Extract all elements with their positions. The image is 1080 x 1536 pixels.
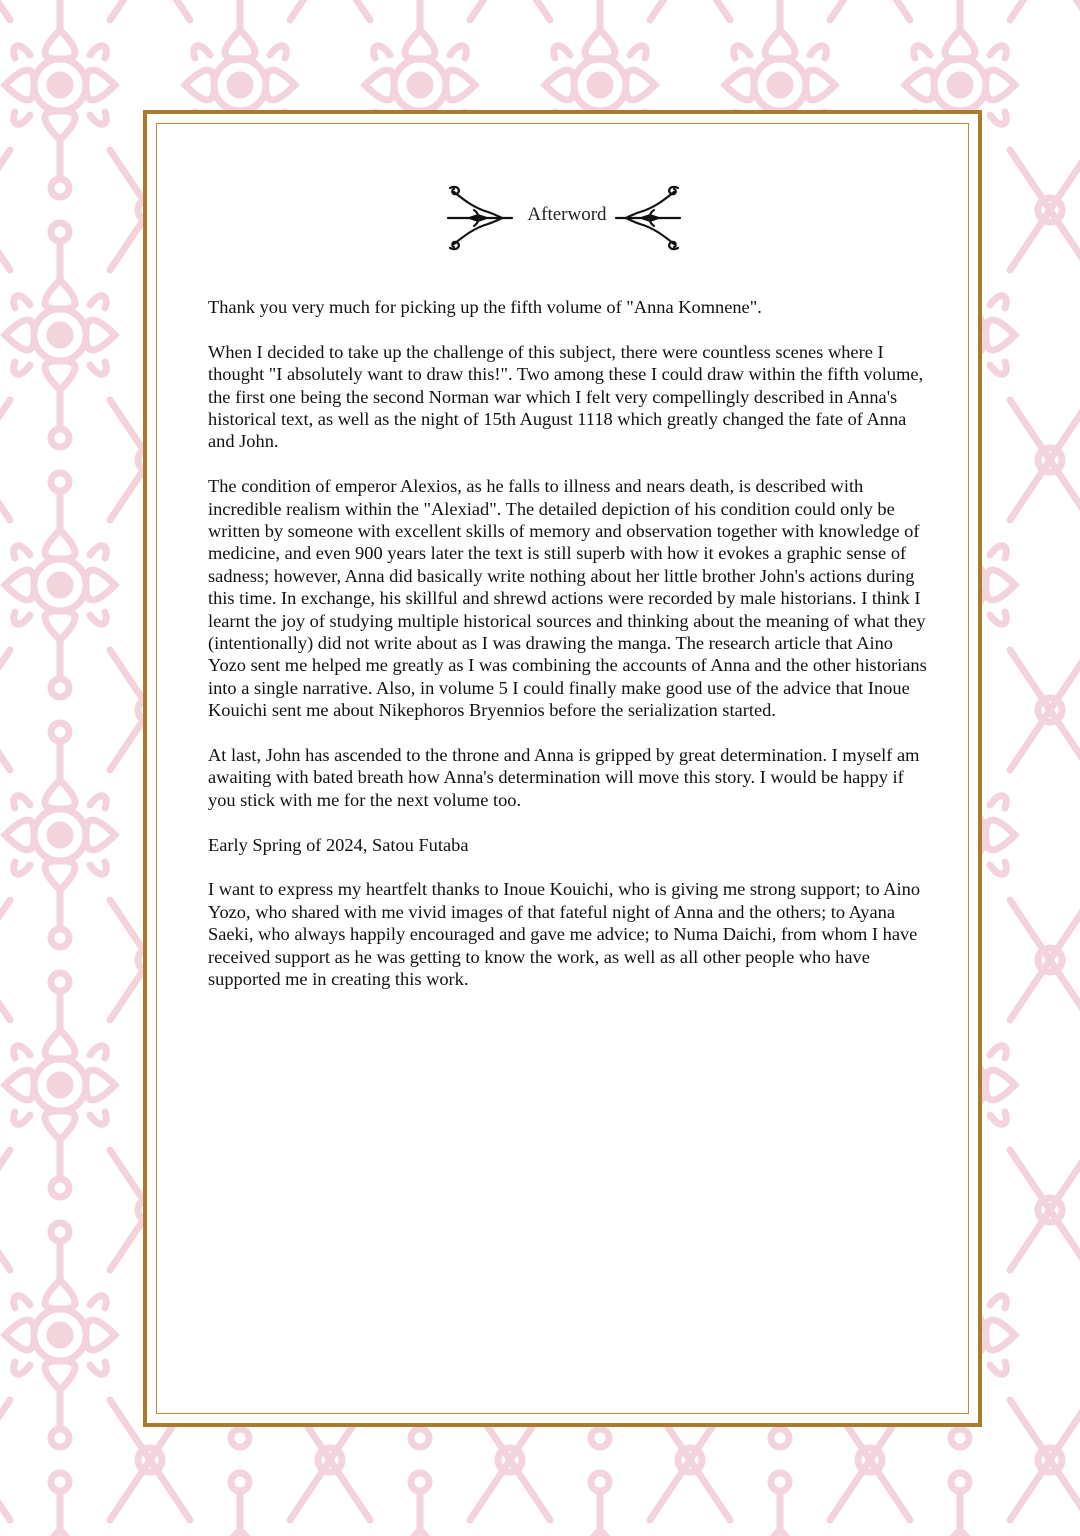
heading bbox=[0, 180, 1080, 256]
paragraph-thanks: Thank you very much for picking up the fifth volume of "Anna Komnene". bbox=[208, 297, 762, 317]
paragraph-acknowledgements: I want to express my heartfelt thanks to Inoue Kouichi, who is giving me strong support; to Aino Yozo, who shared with me vivid images of that fateful night of Anna and the others; to Ayana Saeki, who always happily encouraged and gave me advice; to Numa Daichi, from whom I have received support as he was getting to know the work, as well as all other people who have supported me in creating this work. bbox=[208, 879, 921, 990]
afterword-body bbox=[208, 296, 932, 1013]
right-flourish-icon bbox=[614, 180, 684, 256]
paragraph-alexios: The condition of emperor Alexios, as he falls to illness and nears death, is described with incredible realism within the "Alexiad". The detailed depiction of his condition could only be written by someone with excellent skills of memory and observation together with knowledge of medicine, and even 900 years later the text is still superb with how it evokes a graphic sense of sadness; however, Anna did basically write nothing about her little brother John's actions during this time. In exchange, his skillful and shrewd actions were recorded by male historians. I think I learnt the joy of studying multiple historical sources and thinking about the meaning of what they (intentionally) did not write about as I was drawing the manga. The research article that Aino Yozo sent me helped me greatly as I was combining the accounts of Anna and the other historians into a single narrative. Also, in volume 5 I could finally make good use of the advice that Inoue Kouichi sent me about Nikephoros Bryennios before the serialization started. bbox=[208, 476, 927, 721]
signature-line: Early Spring of 2024, Satou Futaba bbox=[208, 834, 469, 855]
page-title: Afterword bbox=[527, 204, 607, 225]
paragraph-challenge: When I decided to take up the challenge of this subject, there were countless scenes where I thought "I absolutely want to draw this!". Two among these I could draw within the fifth volume, the first one being the second Norman war which I felt very compellingly described in Anna's historical text, as well as the night of 15th August 1118 which greatly changed the fate of Anna and John. bbox=[208, 341, 924, 452]
paragraph-john-throne: At last, John has ascended to the throne and Anna is gripped by great determination. I myself am awaiting with bated breath how Anna's determination will move this story. I would be happy if you stick with me for the next volume too. bbox=[208, 745, 920, 810]
